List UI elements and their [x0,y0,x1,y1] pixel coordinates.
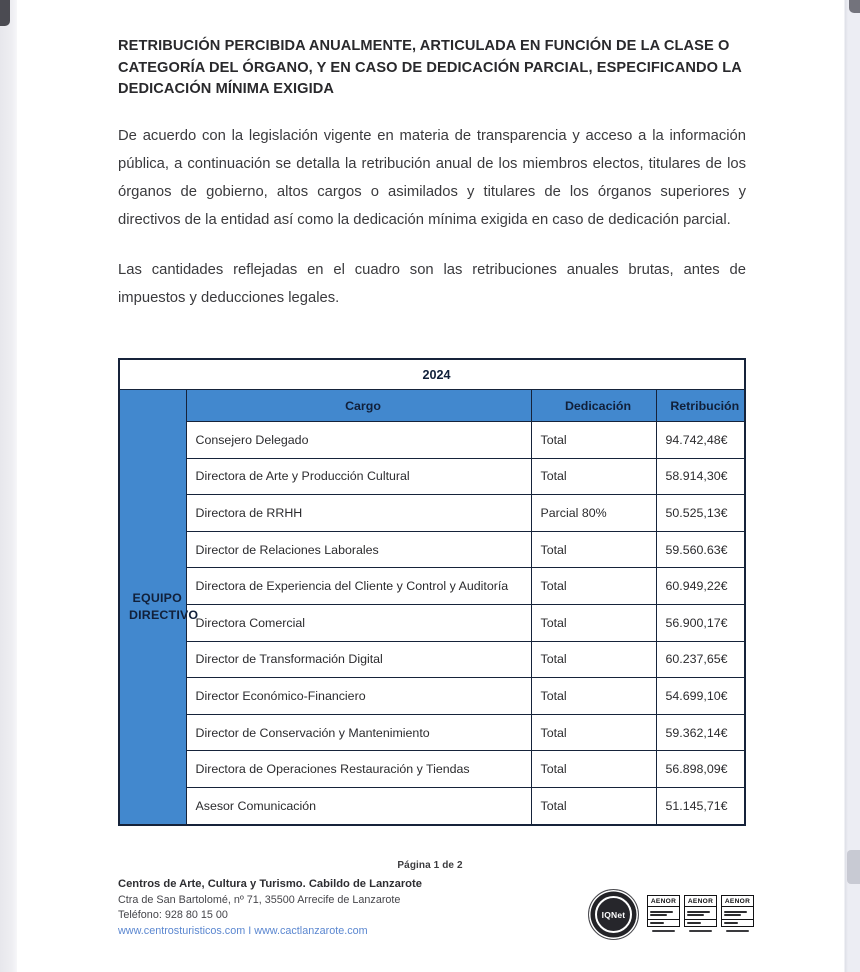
aenor-badge-safety [721,895,754,932]
cargo-cell: Directora Comercial [186,604,531,641]
page-corner-top-left [0,0,10,26]
aenor-cert-number-line [652,930,676,932]
table-row [119,641,745,678]
cargo-cell: Director Económico-Financiero [186,678,531,715]
aenor-logo-label: AENOR [648,896,679,907]
aenor-badge-text-lines [722,907,753,920]
retribucion-cell: 58.914,30€ [656,458,745,495]
page-indicator: Página 1 de 2 [397,860,463,871]
page-edge-right [844,0,860,972]
dedicacion-cell: Total [531,531,656,568]
aenor-cert-number-line [689,930,713,932]
dedicacion-cell: Total [531,641,656,678]
salary-table-body [119,359,745,825]
retribucion-cell: 56.898,09€ [656,751,745,788]
dedicacion-cell: Total [531,422,656,459]
table-year-row [119,359,745,390]
retribucion-cell: 51.145,71€ [656,787,745,824]
retribucion-cell: 56.900,17€ [656,604,745,641]
dedicacion-cell: Total [531,678,656,715]
year-header-cell: 2024 [119,359,745,390]
table-row [119,531,745,568]
aenor-badge-text-lines [685,907,716,920]
dedicacion-cell: Total [531,714,656,751]
table-row [119,714,745,751]
table-row [119,495,745,532]
dedicacion-cell: Total [531,751,656,788]
table-row [119,422,745,459]
table-row [119,787,745,824]
aenor-badge-quality [647,895,680,932]
footer-websites: www.centrosturisticos.com I www.cactlanzarote.com [118,924,368,937]
retribucion-cell: 59.362,14€ [656,714,745,751]
dedicacion-cell: Parcial 80% [531,495,656,532]
aenor-badge-text-lines [648,907,679,920]
footer-phone: Teléfono: 928 80 15 00 [118,909,228,921]
cargo-cell: Director de Transformación Digital [186,641,531,678]
amounts-note-paragraph: Las cantidades reflejadas en el cuadro son las retribuciones anuales brutas, antes de impuestos y deducciones legales. [118,262,746,306]
cargo-cell: Consejero Delegado [186,422,531,459]
aenor-badge-environment [684,895,717,932]
document-title: RETRIBUCIÓN PERCIBIDA ANUALMENTE, ARTICULADA EN FUNCIÓN DE LA CLASE O CATEGORÍA DEL ÓRGANO, Y EN CASO DE DEDICACIÓN PARCIAL, ESPECIFICANDO LA DEDICACIÓN MÍNIMA EXIGIDA [118,38,742,97]
column-header-dedicacion: Dedicación [531,390,656,422]
retribucion-cell: 50.525,13€ [656,495,745,532]
retribucion-cell: 60.237,65€ [656,641,745,678]
footer-org-name: Centros de Arte, Cultura y Turismo. Cabildo de Lanzarote [118,878,422,890]
retribucion-cell: 54.699,10€ [656,678,745,715]
cargo-cell: Director de Conservación y Mantenimiento [186,714,531,751]
certification-logos [588,888,751,944]
dedicacion-cell: Total [531,604,656,641]
retribucion-cell: 94.742,48€ [656,422,745,459]
cargo-cell: Directora de Experiencia del Cliente y Control y Auditoría [186,568,531,605]
table-row [119,678,745,715]
dedicacion-cell: Total [531,787,656,824]
page-corner-top-right [849,0,860,13]
footer-contact-block [118,877,518,939]
cargo-cell: Directora de RRHH [186,495,531,532]
retribucion-cell: 59.560.63€ [656,531,745,568]
page-edge-left [0,0,17,972]
retribucion-cell: 60.949,22€ [656,568,745,605]
cargo-cell: Asesor Comunicación [186,787,531,824]
table-row [119,458,745,495]
cargo-cell: Directora de Operaciones Restauración y Tiendas [186,751,531,788]
table-row [119,568,745,605]
aenor-badges [647,895,754,932]
remuneration-table [118,358,746,826]
cargo-cell: Director de Relaciones Laborales [186,531,531,568]
iqnet-logo [588,889,639,940]
dedicacion-cell: Total [531,458,656,495]
table-row [119,604,745,641]
column-header-cargo: Cargo [186,390,531,422]
dedicacion-cell: Total [531,568,656,605]
aenor-logo-label: AENOR [722,896,753,907]
footer-address: Ctra de San Bartolomé, nº 71, 35500 Arrecife de Lanzarote [118,893,401,906]
cargo-cell: Directora de Arte y Producción Cultural [186,458,531,495]
aenor-logo-label: AENOR [685,896,716,907]
table-row [119,751,745,788]
intro-paragraph: De acuerdo con la legislación vigente en materia de transparencia y acceso a la información pública, a continuación se detalla la retribución anual de los miembros electos, titulares de los órganos de gobierno, altos cargos o asimilados y titulares de los órganos superiores y directivos de la entidad así como la dedicación mínima exigida en caso de dedicación parcial. [118,128,746,228]
table-header-row [119,390,745,422]
column-header-retribucion: Retribución [656,390,745,422]
iqnet-logo-label: IQNet [595,896,632,933]
aenor-cert-number-line [726,930,750,932]
group-label-cell: EQUIPO DIRECTIVO [119,390,186,825]
